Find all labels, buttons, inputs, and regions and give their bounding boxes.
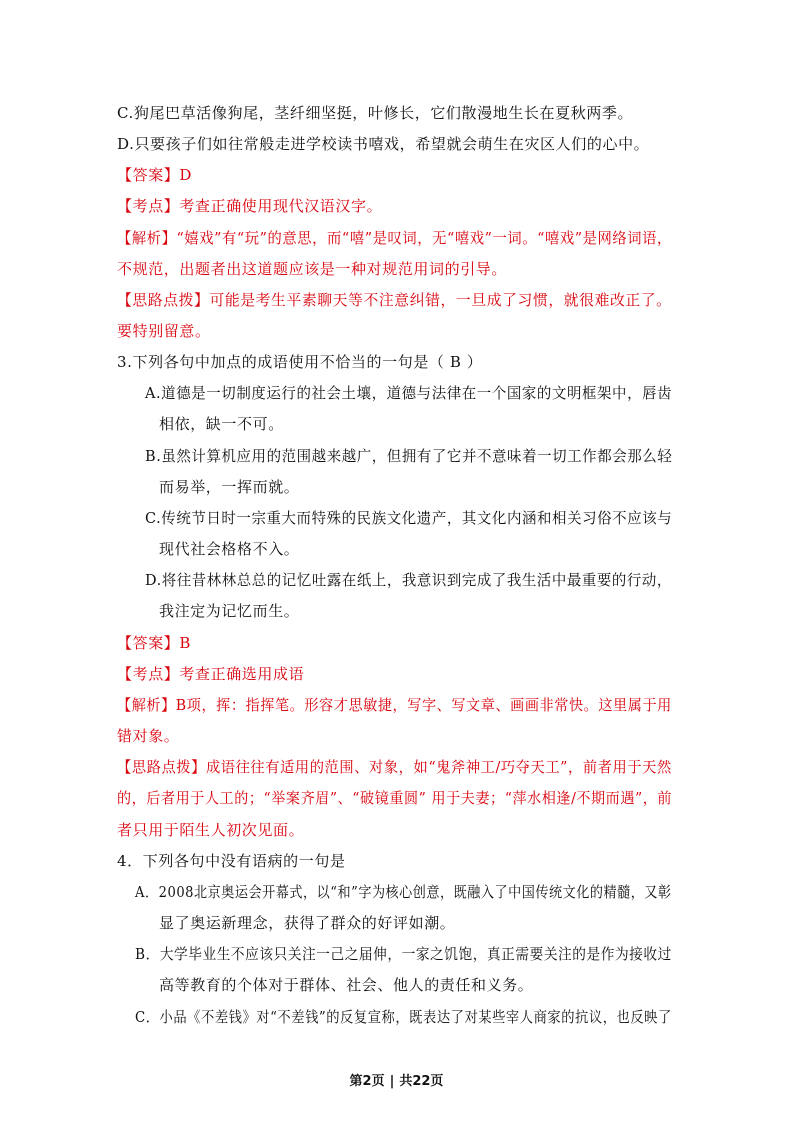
option-c-line: C.狗尾巴草活像狗尾，茎纤细坚挺，叶修长，它们散漫地生长在夏秋两季。 bbox=[117, 104, 634, 122]
q3-option-a: A.道德是一切制度运行的社会土壤，道德与法律在一个国家的文明框架中，唇齿 bbox=[145, 384, 673, 402]
q3-option-c: C.传统节日时一宗重大而特殊的民族文化遗产，其文化内涵和相关习俗不应该与 bbox=[145, 509, 673, 527]
hint-label: 【思路点拨】 bbox=[117, 291, 210, 309]
hint-line-q3: 【思路点拨】成语往往有适用的范围、对象，如“鬼斧神工/巧夺天工”，前者用于天然 bbox=[117, 758, 672, 776]
answer-label: 【答案】 bbox=[117, 166, 180, 184]
question-3-title: 3.下列各句中加点的成语使用不恰当的一句是（ B ） bbox=[117, 353, 483, 371]
footer-separator: | bbox=[389, 1074, 395, 1089]
answer-line-q3: 【答案】B bbox=[117, 634, 192, 652]
analysis-label: 【解析】 bbox=[117, 229, 177, 247]
hint-cont-q2: 要特别留意。 bbox=[117, 322, 211, 340]
topic-line-q2: 【考点】考查正确使用现代汉语汉字。 bbox=[117, 197, 383, 215]
hint-cont2-q3: 者只用于陌生人初次见面。 bbox=[117, 821, 305, 839]
page-number: 第2页 bbox=[349, 1074, 385, 1089]
q4-option-b-cont: 高等教育的个体对于群体、社会、他人的责任和义务。 bbox=[159, 976, 534, 994]
analysis-label: 【解析】 bbox=[117, 696, 176, 714]
page-footer bbox=[0, 1070, 793, 1089]
analysis-line-q3: 【解析】B项，挥：指挥笔。形容才思敏捷，写字、写文章、画画非常快。这里属于用 bbox=[117, 696, 672, 714]
topic-label: 【考点】 bbox=[117, 665, 180, 683]
analysis-cont-q3: 错对象。 bbox=[117, 727, 180, 745]
topic-label: 【考点】 bbox=[117, 197, 180, 215]
q4-option-a: A．2008北京奥运会开幕式，以“和”字为核心创意，既融入了中国传统文化的精髓，又彰 bbox=[135, 883, 672, 901]
q3-option-d: D.将往昔林林总总的记忆吐露在纸上，我意识到完成了我生活中最重要的行动， bbox=[145, 571, 672, 589]
q4-option-c: C．小品《不差钱》对“不差钱”的反复宣称，既表达了对某些宰人商家的抗议，也反映了 bbox=[135, 1008, 672, 1026]
analysis-line-q2: 【解析】“嬉戏”有“玩”的意思，而“嘻”是叹词，无“嘻戏”一词。“嘻戏”是网络词语， bbox=[117, 229, 672, 247]
option-d-line: D.只要孩子们如往常般走进学校读书嘻戏，希望就会萌生在灾区人们的心中。 bbox=[117, 135, 650, 153]
q3-option-d-cont: 我注定为记忆而生。 bbox=[159, 602, 300, 620]
question-4-title: 4．下列各句中没有语病的一句是 bbox=[117, 852, 346, 870]
q4-option-b: B．大学毕业生不应该只关注一己之届伸，一家之饥饱，真正需要关注的是作为接收过 bbox=[135, 945, 672, 963]
q3-option-a-cont: 相依，缺一不可。 bbox=[159, 415, 284, 433]
hint-label: 【思路点拨】 bbox=[117, 758, 206, 776]
q3-option-b-cont: 而易举，一挥而就。 bbox=[159, 478, 300, 496]
page-total: 共22页 bbox=[399, 1074, 444, 1089]
topic-line-q3: 【考点】考查正确选用成语 bbox=[117, 665, 305, 683]
q4-option-a-cont: 显了奥运新理念，获得了群众的好评如潮。 bbox=[159, 914, 456, 932]
answer-line-q2: 【答案】D bbox=[117, 166, 193, 184]
q3-option-b: B.虽然计算机应用的范围越来越广，但拥有了它并不意味着一切工作都会那么轻 bbox=[145, 447, 673, 465]
analysis-cont-q2: 不规范，出题者出这道题应该是一种对规范用词的引导。 bbox=[117, 260, 508, 278]
answer-label: 【答案】 bbox=[117, 634, 180, 652]
hint-line-q2: 【思路点拨】可能是考生平素聊天等不注意纠错，一旦成了习惯，就很难改正了。 bbox=[117, 291, 672, 309]
q3-option-c-cont: 现代社会格格不入。 bbox=[159, 540, 300, 558]
hint-cont-q3: 的，后者用于人工的；“举案齐眉”、“破镜重圆” 用于夫妻；“萍水相逢/不期而遇”，前 bbox=[117, 789, 673, 807]
